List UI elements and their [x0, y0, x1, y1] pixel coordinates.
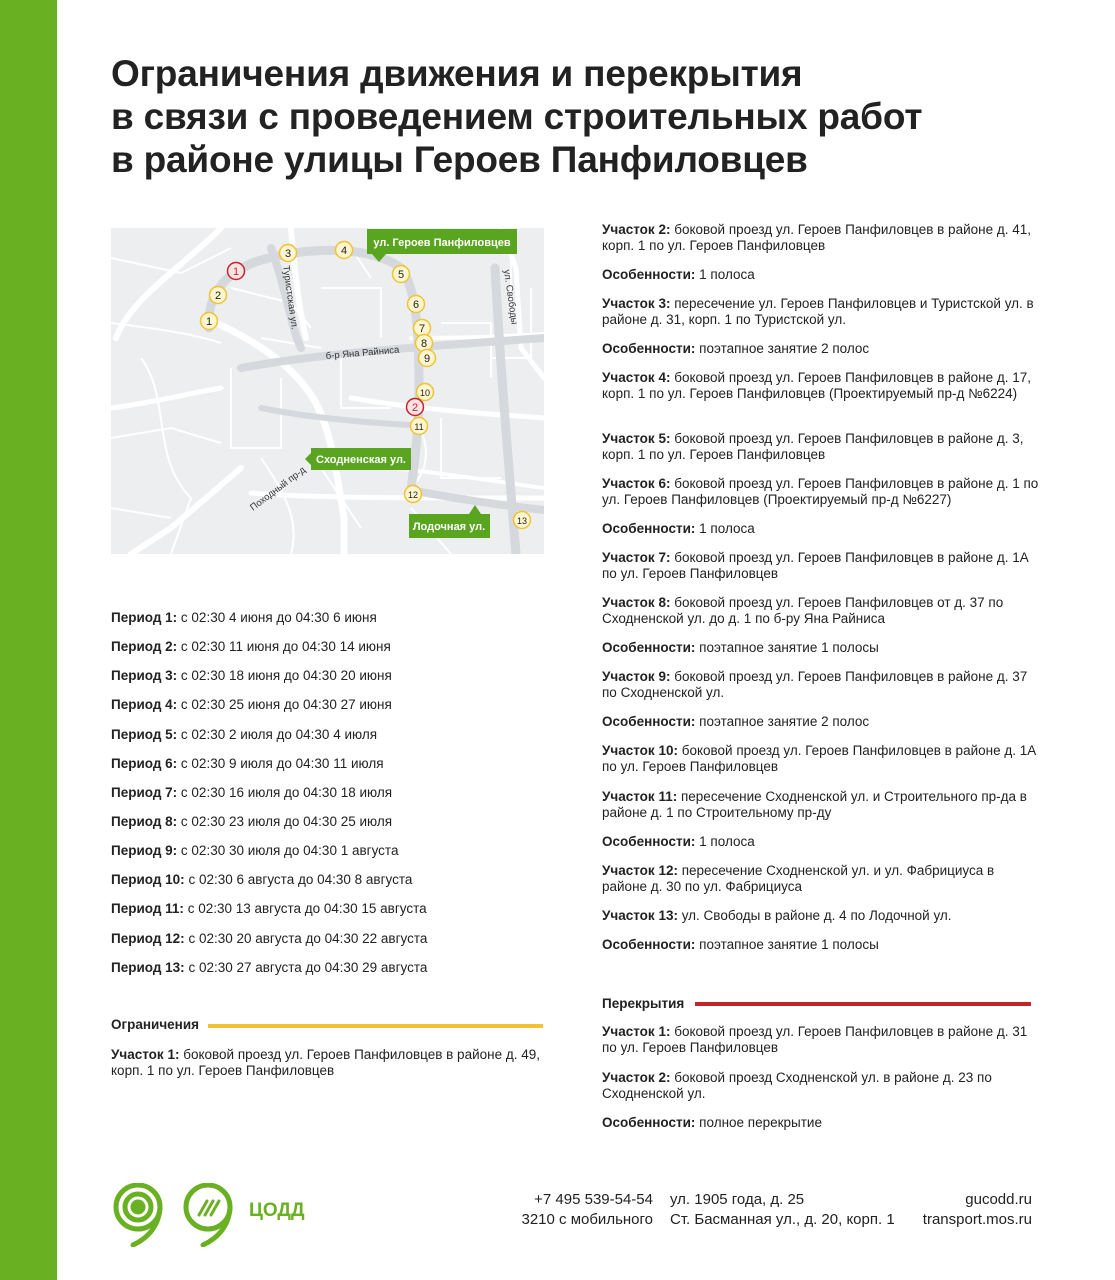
period-item: Период 3: с 02:30 18 июня до 04:30 20 июня — [111, 668, 392, 684]
period-item: Период 1: с 02:30 4 июня до 04:30 6 июня — [111, 610, 377, 625]
restriction-entry: Участок 2: боковой проезд ул. Героев Панфиловцев в районе д. 41, корп. 1 по ул. Героев Панфиловцев — [602, 222, 1031, 254]
street-label-skhodnenskaya — [305, 448, 411, 470]
closure-feature: Особенности: полное перекрытие — [602, 1115, 822, 1130]
svg-text:2: 2 — [214, 290, 222, 302]
restriction-marker — [414, 320, 431, 337]
svg-text:9: 9 — [423, 353, 431, 365]
restrictions-rule — [208, 1024, 543, 1028]
restriction-entry: Участок 9: боковой проезд ул. Героев Панфиловцев в районе д. 37 по Сходненской ул. — [602, 669, 1028, 701]
restriction-feature: Особенности: поэтапное занятие 2 полос — [602, 341, 870, 356]
period-item: Период 9: с 02:30 30 июля до 04:30 1 августа — [111, 843, 399, 859]
restriction-entry: Участок 5: боковой проезд ул. Героев Панфиловцев в районе д. 3, корп. 1 по ул. Героев Панфиловцев — [602, 431, 1024, 463]
restriction-entry: Участок 1: боковой проезд ул. Героев Панфиловцев в районе д. 49, корп. 1 по ул. Героев Панфиловцев — [111, 1047, 540, 1079]
restriction-marker — [405, 486, 422, 503]
cod-logo — [111, 1183, 311, 1247]
period-item: Период 7: с 02:30 16 июля до 04:30 18 июля — [111, 784, 393, 800]
footer-address-2: Ст. Басманная ул., д. 20, корп. 1 — [670, 1211, 895, 1228]
svg-text:1: 1 — [205, 316, 213, 328]
period-item: Период 8: с 02:30 23 июля до 04:30 25 июля — [111, 813, 393, 829]
restriction-entry: Участок 12: пересечение Сходненской ул. и ул. Фабрициуса в районе д. 30 по ул. Фабрициуса — [602, 863, 995, 895]
svg-text:3: 3 — [284, 248, 292, 260]
footer-phone[interactable]: +7 495 539-54-54 — [534, 1191, 653, 1208]
title-line-2: в связи с проведением строительных работ — [111, 96, 923, 137]
map-svg — [111, 228, 544, 554]
restriction-entry: Участок 13: ул. Свободы в районе д. 4 по Лодочной ул. — [602, 908, 952, 923]
svg-text:6: 6 — [412, 299, 420, 311]
logo-mark — [111, 1183, 311, 1247]
restriction-feature: Особенности: 1 полоса — [602, 267, 755, 282]
footer-mobile: 3210 с мобильного — [521, 1211, 653, 1228]
svg-text:7: 7 — [418, 323, 426, 335]
restriction-marker — [419, 350, 436, 367]
closure-marker — [228, 263, 245, 280]
restriction-feature: Особенности: поэтапное занятие 1 полосы — [602, 937, 879, 952]
logo-text: ЦОДД — [249, 1200, 305, 1221]
restriction-marker — [336, 242, 353, 259]
svg-text:Лодочная ул.: Лодочная ул. — [412, 521, 486, 533]
restriction-entry: Участок 4: боковой проезд ул. Героев Панфиловцев в районе д. 17, корп. 1 по ул. Героев Панфиловцев (Проектируемый пр-д №6224) — [602, 370, 1031, 402]
period-item: Период 2: с 02:30 11 июня до 04:30 14 июня — [111, 639, 391, 655]
restriction-marker — [280, 245, 297, 262]
svg-text:12: 12 — [407, 490, 419, 500]
svg-text:ул. Героев Панфиловцев: ул. Героев Панфиловцев — [373, 237, 511, 249]
restriction-feature: Особенности: 1 полоса — [602, 834, 755, 849]
periods-list — [111, 609, 551, 988]
restriction-entry: Участок 8: боковой проезд ул. Героев Панфиловцев от д. 37 по Сходненской ул. до д. 1 по б-ру Яна Райниса — [602, 595, 1004, 627]
footer-address-1: ул. 1905 года, д. 25 — [670, 1191, 805, 1208]
svg-text:11: 11 — [414, 422, 424, 432]
street-name-turistskaya: Туристская ул. — [280, 264, 300, 331]
restriction-entry: Участок 6: боковой проезд ул. Героев Панфиловцев в районе д. 1 по ул. Героев Панфиловцев (Проектируемый пр-д №6227) — [602, 476, 1039, 508]
svg-text:1: 1 — [232, 266, 240, 278]
restriction-entry: Участок 7: боковой проезд ул. Героев Панфиловцев в районе д. 1А по ул. Героев Панфиловцев — [602, 550, 1029, 582]
svg-text:13: 13 — [516, 516, 528, 526]
footer-site-2[interactable]: transport.mos.ru — [922, 1211, 1032, 1228]
closure-entry: Участок 2: боковой проезд Сходненской ул. в районе д. 23 по Сходненской ул. — [602, 1070, 992, 1102]
closures-heading: Перекрытия — [602, 996, 685, 1011]
restriction-marker — [514, 512, 531, 529]
street-name-yana-rainisa: б-р Яна Райниса — [325, 344, 400, 362]
restriction-marker — [417, 384, 434, 401]
title-line-1: Ограничения движения и перекрытия — [111, 53, 803, 94]
period-item: Период 5: с 02:30 2 июля до 04:30 4 июля — [111, 726, 378, 742]
period-item: Период 6: с 02:30 9 июля до 04:30 11 июля — [111, 755, 384, 771]
restriction-marker — [408, 296, 425, 313]
closure-entry: Участок 1: боковой проезд ул. Героев Панфиловцев в районе д. 31 по ул. Героев Панфиловцев — [602, 1024, 1028, 1056]
period-item: Период 4: с 02:30 25 июня до 04:30 27 июня — [111, 697, 392, 713]
left-accent-bar — [0, 0, 57, 1280]
period-item: Период 11: с 02:30 13 августа до 04:30 15 августа — [111, 901, 427, 917]
restrictions-heading: Ограничения — [111, 1017, 200, 1032]
restriction-entry: Участок 3: пересечение ул. Героев Панфиловцев и Туристской ул. в районе д. 31, корп. 1 по Туристской ул. — [602, 296, 1034, 328]
footer-phone-block — [480, 1190, 653, 1230]
svg-text:5: 5 — [397, 269, 405, 281]
restriction-feature: Особенности: 1 полоса — [602, 521, 755, 536]
restriction-entry: Участок 11: пересечение Сходненской ул. и Строительного пр-да в районе д. 1 по Строительному пр-ду — [602, 789, 1027, 821]
footer-address-block — [670, 1190, 910, 1230]
closure-marker — [407, 399, 424, 416]
street-name-svobody: ул. Свободы — [501, 268, 520, 326]
page-title — [111, 52, 1071, 181]
restriction-marker — [411, 418, 428, 435]
period-item: Период 10: с 02:30 6 августа до 04:30 8 августа — [111, 872, 413, 888]
footer-sites-block — [905, 1190, 1032, 1230]
map — [111, 228, 544, 554]
restriction-feature: Особенности: поэтапное занятие 2 полос — [602, 714, 870, 729]
svg-text:2: 2 — [411, 402, 419, 414]
svg-text:8: 8 — [420, 338, 428, 350]
svg-text:10: 10 — [419, 388, 431, 398]
title-line-3: в районе улицы Героев Панфиловцев — [111, 139, 808, 180]
footer-site-1[interactable]: gucodd.ru — [965, 1191, 1032, 1208]
restriction-feature: Особенности: поэтапное занятие 1 полосы — [602, 640, 879, 655]
period-item: Период 12: с 02:30 20 августа до 04:30 22 августа — [111, 930, 428, 946]
period-item: Период 13: с 02:30 27 августа до 04:30 29 августа — [111, 959, 428, 975]
restriction-marker — [393, 266, 410, 283]
svg-text:4: 4 — [340, 245, 348, 257]
restriction-entry: Участок 10: боковой проезд ул. Героев Панфиловцев в районе д. 1А по ул. Героев Панфиловцев — [602, 743, 1037, 775]
restriction-marker — [210, 287, 227, 304]
restriction-marker — [201, 313, 218, 330]
svg-text:Сходненская ул.: Сходненская ул. — [316, 454, 406, 466]
closures-rule — [695, 1002, 1031, 1006]
restriction-marker — [416, 335, 433, 352]
street-name-pokhodny: Походный пр-д — [248, 464, 308, 514]
